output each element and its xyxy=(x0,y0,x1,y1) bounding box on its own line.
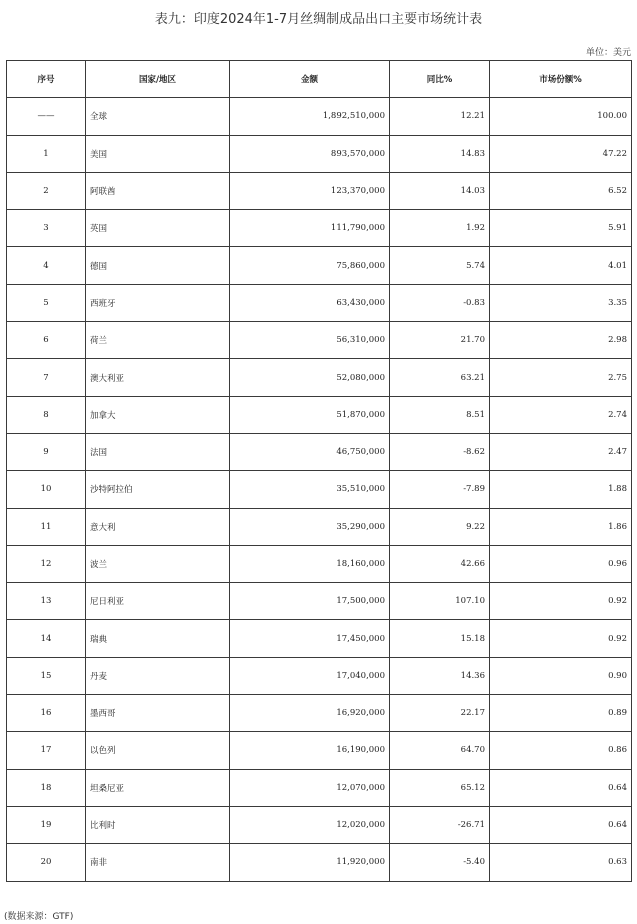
cell-region: 南非 xyxy=(86,844,230,881)
cell-share: 0.64 xyxy=(490,769,632,806)
cell-no: 18 xyxy=(7,769,86,806)
table-body xyxy=(7,98,632,881)
cell-amount: 75,860,000 xyxy=(230,247,390,284)
cell-amount: 17,040,000 xyxy=(230,657,390,694)
header-no: 序号 xyxy=(7,61,86,98)
cell-no: 3 xyxy=(7,210,86,247)
cell-region: 法国 xyxy=(86,433,230,470)
table-row xyxy=(7,583,632,620)
cell-yoy: 63.21 xyxy=(390,359,490,396)
cell-amount: 111,790,000 xyxy=(230,210,390,247)
cell-yoy: -7.89 xyxy=(390,471,490,508)
table-row xyxy=(7,471,632,508)
cell-amount: 123,370,000 xyxy=(230,172,390,209)
cell-region: 阿联酋 xyxy=(86,172,230,209)
header-share: 市场份额% xyxy=(490,61,632,98)
header-yoy: 同比% xyxy=(390,61,490,98)
table-row xyxy=(7,284,632,321)
cell-no: 2 xyxy=(7,172,86,209)
cell-yoy: 21.70 xyxy=(390,322,490,359)
export-market-table xyxy=(6,60,632,882)
table-row xyxy=(7,657,632,694)
cell-share: 4.01 xyxy=(490,247,632,284)
cell-amount: 16,920,000 xyxy=(230,695,390,732)
cell-share: 0.96 xyxy=(490,545,632,582)
cell-share: 0.63 xyxy=(490,844,632,881)
cell-yoy: -26.71 xyxy=(390,806,490,843)
cell-yoy: 107.10 xyxy=(390,583,490,620)
cell-share: 100.00 xyxy=(490,98,632,135)
cell-no: —— xyxy=(7,98,86,135)
cell-no: 13 xyxy=(7,583,86,620)
cell-region: 瑞典 xyxy=(86,620,230,657)
cell-yoy: 9.22 xyxy=(390,508,490,545)
cell-amount: 46,750,000 xyxy=(230,433,390,470)
table-row xyxy=(7,620,632,657)
cell-amount: 17,500,000 xyxy=(230,583,390,620)
cell-share: 5.91 xyxy=(490,210,632,247)
cell-yoy: -5.40 xyxy=(390,844,490,881)
cell-yoy: 12.21 xyxy=(390,98,490,135)
cell-share: 0.92 xyxy=(490,620,632,657)
cell-no: 15 xyxy=(7,657,86,694)
cell-amount: 17,450,000 xyxy=(230,620,390,657)
cell-amount: 893,570,000 xyxy=(230,135,390,172)
cell-share: 0.64 xyxy=(490,806,632,843)
cell-yoy: 15.18 xyxy=(390,620,490,657)
table-row xyxy=(7,433,632,470)
cell-share: 0.90 xyxy=(490,657,632,694)
cell-share: 0.86 xyxy=(490,732,632,769)
cell-share: 2.75 xyxy=(490,359,632,396)
cell-region: 以色列 xyxy=(86,732,230,769)
cell-region: 丹麦 xyxy=(86,657,230,694)
table-row xyxy=(7,135,632,172)
header-amount: 金额 xyxy=(230,61,390,98)
cell-region: 全球 xyxy=(86,98,230,135)
header-region: 国家/地区 xyxy=(86,61,230,98)
table-row xyxy=(7,98,632,135)
cell-share: 3.35 xyxy=(490,284,632,321)
cell-region: 坦桑尼亚 xyxy=(86,769,230,806)
cell-amount: 12,020,000 xyxy=(230,806,390,843)
cell-amount: 35,510,000 xyxy=(230,471,390,508)
cell-region: 尼日利亚 xyxy=(86,583,230,620)
cell-yoy: 64.70 xyxy=(390,732,490,769)
cell-region: 西班牙 xyxy=(86,284,230,321)
cell-amount: 11,920,000 xyxy=(230,844,390,881)
cell-no: 11 xyxy=(7,508,86,545)
table-row xyxy=(7,732,632,769)
cell-no: 20 xyxy=(7,844,86,881)
cell-no: 16 xyxy=(7,695,86,732)
cell-no: 6 xyxy=(7,322,86,359)
cell-amount: 1,892,510,000 xyxy=(230,98,390,135)
cell-no: 1 xyxy=(7,135,86,172)
cell-share: 2.74 xyxy=(490,396,632,433)
cell-yoy: 42.66 xyxy=(390,545,490,582)
cell-no: 9 xyxy=(7,433,86,470)
cell-yoy: 14.03 xyxy=(390,172,490,209)
cell-region: 波兰 xyxy=(86,545,230,582)
cell-yoy: 22.17 xyxy=(390,695,490,732)
cell-yoy: 14.83 xyxy=(390,135,490,172)
cell-yoy: 65.12 xyxy=(390,769,490,806)
cell-share: 0.92 xyxy=(490,583,632,620)
cell-yoy: -8.62 xyxy=(390,433,490,470)
cell-region: 荷兰 xyxy=(86,322,230,359)
table-row xyxy=(7,359,632,396)
cell-yoy: 1.92 xyxy=(390,210,490,247)
cell-yoy: 14.36 xyxy=(390,657,490,694)
cell-yoy: 5.74 xyxy=(390,247,490,284)
cell-yoy: 8.51 xyxy=(390,396,490,433)
cell-amount: 52,080,000 xyxy=(230,359,390,396)
cell-amount: 51,870,000 xyxy=(230,396,390,433)
table-row xyxy=(7,806,632,843)
cell-amount: 35,290,000 xyxy=(230,508,390,545)
table-row xyxy=(7,844,632,881)
cell-region: 墨西哥 xyxy=(86,695,230,732)
table-row xyxy=(7,172,632,209)
page-title: 表九：印度2024年1-7月丝绸制成品出口主要市场统计表 xyxy=(154,12,483,27)
cell-share: 0.89 xyxy=(490,695,632,732)
table-row xyxy=(7,695,632,732)
cell-share: 2.47 xyxy=(490,433,632,470)
cell-no: 14 xyxy=(7,620,86,657)
cell-no: 17 xyxy=(7,732,86,769)
cell-no: 12 xyxy=(7,545,86,582)
cell-region: 德国 xyxy=(86,247,230,284)
cell-amount: 56,310,000 xyxy=(230,322,390,359)
cell-no: 4 xyxy=(7,247,86,284)
cell-share: 1.88 xyxy=(490,471,632,508)
cell-share: 6.52 xyxy=(490,172,632,209)
cell-yoy: -0.83 xyxy=(390,284,490,321)
table-row xyxy=(7,247,632,284)
cell-no: 10 xyxy=(7,471,86,508)
cell-region: 沙特阿拉伯 xyxy=(86,471,230,508)
cell-share: 2.98 xyxy=(490,322,632,359)
cell-region: 比利时 xyxy=(86,806,230,843)
data-source-note: (数据来源：GTF) xyxy=(4,912,74,922)
cell-amount: 18,160,000 xyxy=(230,545,390,582)
cell-region: 英国 xyxy=(86,210,230,247)
cell-region: 加拿大 xyxy=(86,396,230,433)
table-row xyxy=(7,396,632,433)
cell-region: 美国 xyxy=(86,135,230,172)
cell-no: 19 xyxy=(7,806,86,843)
table-row xyxy=(7,769,632,806)
unit-label: 单位：美元 xyxy=(585,48,631,58)
cell-no: 8 xyxy=(7,396,86,433)
cell-share: 47.22 xyxy=(490,135,632,172)
cell-amount: 63,430,000 xyxy=(230,284,390,321)
cell-region: 澳大利亚 xyxy=(86,359,230,396)
table-row xyxy=(7,508,632,545)
table-row xyxy=(7,545,632,582)
table-row xyxy=(7,210,632,247)
table-row xyxy=(7,322,632,359)
cell-no: 7 xyxy=(7,359,86,396)
cell-share: 1.86 xyxy=(490,508,632,545)
cell-amount: 16,190,000 xyxy=(230,732,390,769)
cell-region: 意大利 xyxy=(86,508,230,545)
cell-amount: 12,070,000 xyxy=(230,769,390,806)
cell-no: 5 xyxy=(7,284,86,321)
table-header-row xyxy=(7,61,632,98)
